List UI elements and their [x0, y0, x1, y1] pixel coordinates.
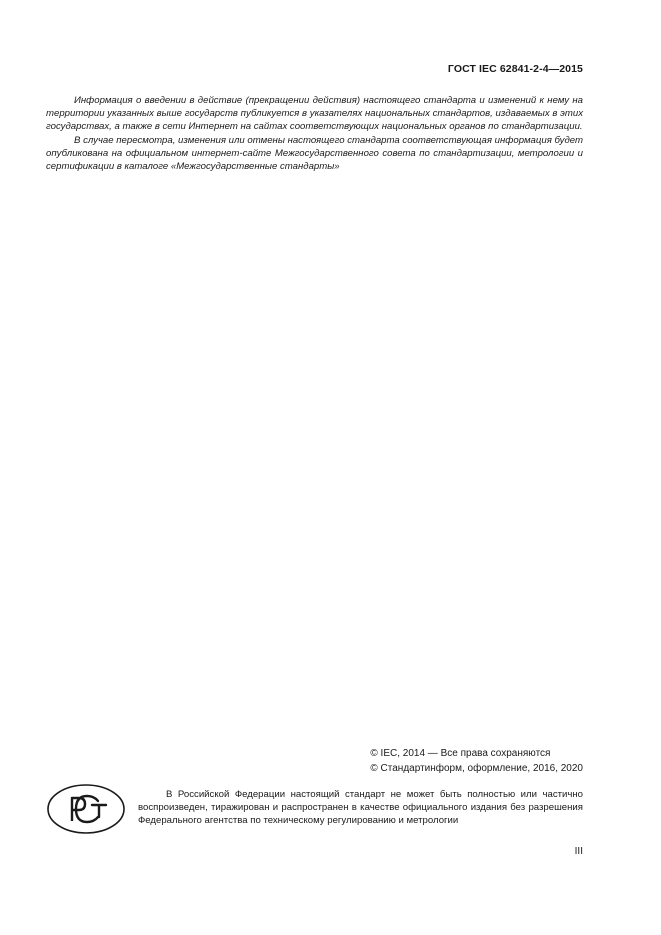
intro-text-block [46, 94, 583, 173]
standard-code: ГОСТ IEC 62841-2-4—2015 [447, 63, 583, 75]
copyright-block [370, 746, 583, 776]
legal-notice-text: В Российской Федерации настоящий стандарт не может быть полностью или частично воспроизведен, тиражирован и распространен в качестве официального издания без разрешения Федерального агентства по техническому регулированию и метрологии [138, 789, 583, 827]
intro-paragraph-revision-info: В случае пересмотра, изменения или отмены настоящего стандарта соответствующая информация будет опубликована на официальном интернет-сайте Межгосударственного совета по стандартизации, метрологии и сертификации в каталоге «Межгосударственные стандарты» [46, 134, 583, 173]
rst-certification-mark-icon [46, 783, 126, 835]
copyright-standartinform: © Стандартинформ, оформление, 2016, 2020 [370, 763, 583, 774]
page-number: III [574, 846, 583, 857]
intro-paragraph-publication-info: Информация о введении в действие (прекращении действия) настоящего стандарта и изменений к нему на территории указанных выше государств публикуется в указателях национальных стандартов, издаваемых в этих государствах, а также в сети Интернет на сайтах соответствующих национальных органов по стандартизации. [46, 95, 583, 133]
legal-notice [138, 788, 583, 828]
copyright-iec: © IEC, 2014 — Все права сохраняются [370, 748, 551, 759]
